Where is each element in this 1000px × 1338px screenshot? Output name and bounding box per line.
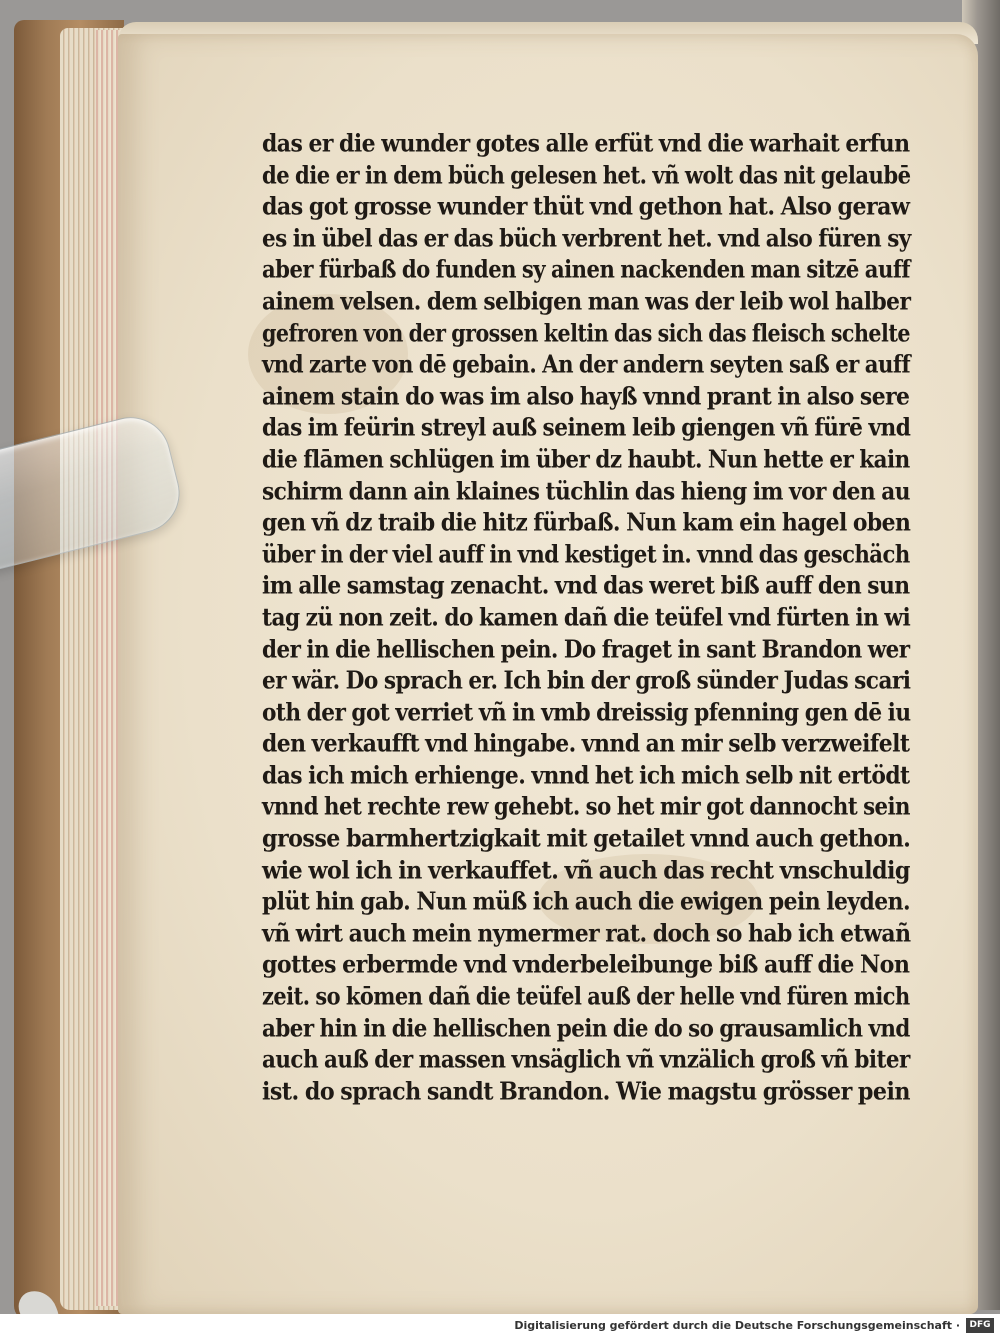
- text-line: de die er in dem büch gelesen het. vñ wolt das nit gelaubē: [262, 159, 911, 190]
- text-line: das er die wunder gotes alle erfüt vnd die warhait erfun: [262, 128, 910, 158]
- text-line: die flāmen schlügen im über dz haubt. Nun hette er kain: [262, 444, 910, 474]
- text-line: aber hin in die hellischen pein die do so grausamlich vnd: [262, 1012, 910, 1043]
- text-line: schirm dann ain klaines tüchlin das hieng im vor den au: [262, 475, 910, 506]
- funding-credit: Digitalisierung gefördert durch die Deutsche Forschungsgemeinschaft ·: [514, 1319, 960, 1332]
- text-line: es in übel das er das büch verbrent het. vnd also füren sy: [262, 223, 911, 253]
- text-line: grosse barmhertzigkait mit getailet vnnd auch gethon.: [262, 823, 911, 853]
- text-line: gottes erbermde vnd vnderbeleibunge biß auff die Non: [262, 949, 910, 980]
- text-line: zeit. so kōmen dañ die teüfel auß der helle vnd füren mich: [262, 981, 910, 1011]
- text-line: er wär. Do sprach er. Ich bin der groß sünder Judas scari: [262, 665, 911, 695]
- text-line: vnnd het rechte rew gehebt. so het mir got dannocht sein: [262, 791, 911, 822]
- page-text-block: [262, 128, 910, 1107]
- footer-bar: [0, 1314, 1000, 1338]
- text-line: das ich mich erhienge. vnnd het ich mich selb nit ertödt: [262, 760, 910, 790]
- text-line: wie wol ich in verkauffet. vñ auch das recht vnschuldig: [262, 854, 910, 885]
- text-line: vñ wirt auch mein nymermer rat. doch so hab ich etwañ: [262, 918, 911, 948]
- text-line: tag zü non zeit. do kamen dañ die teüfel vnd fürten in wi: [262, 602, 911, 632]
- text-line: ainem stain do was im also hayß vnnd prant in also sere: [262, 381, 910, 411]
- text-line: den verkaufft vnd hingabe. vnnd an mir selb verzweifelt: [262, 728, 910, 758]
- text-line: über in der viel auff in vnd kestiget in. vnnd das geschäch: [262, 538, 910, 569]
- text-line: ist. do sprach sandt Brandon. Wie magstu grösser pein: [262, 1076, 910, 1106]
- text-line: auch auß der massen vnsäglich vñ vnzälich groß vñ biter: [262, 1044, 910, 1074]
- text-line: oth der got verriet vñ in vmb dreissig pfenning gen dē iu: [262, 696, 911, 727]
- dfg-logo: DFG: [966, 1318, 994, 1333]
- text-line: der in die hellischen pein. Do fraget in sant Brandon wer: [262, 633, 910, 664]
- text-line: aber fürbaß do funden sy ainen nackenden man sitzē auff: [262, 254, 910, 285]
- text-line: plüt hin gab. Nun müß ich auch die ewigen pein leyden.: [262, 886, 911, 916]
- text-line: vnd zarte von dē gebain. An der andern seyten saß er auff: [262, 349, 911, 379]
- text-line: das got grosse wunder thüt vnd gethon hat. Also geraw: [262, 191, 910, 221]
- text-line: gefroren von der grossen keltin das sich das fleisch schelte: [262, 317, 910, 348]
- text-line: das im feürin streyl auß seinem leib giengen vñ fürē vnd: [262, 412, 911, 443]
- text-line: im alle samstag zenacht. vnd das weret biß auff den sun: [262, 570, 910, 600]
- text-line: gen vñ dz traib die hitz fürbaß. Nun kam ein hagel oben: [262, 507, 911, 537]
- text-line: ainem velsen. dem selbigen man was der leib wol halber: [262, 286, 911, 316]
